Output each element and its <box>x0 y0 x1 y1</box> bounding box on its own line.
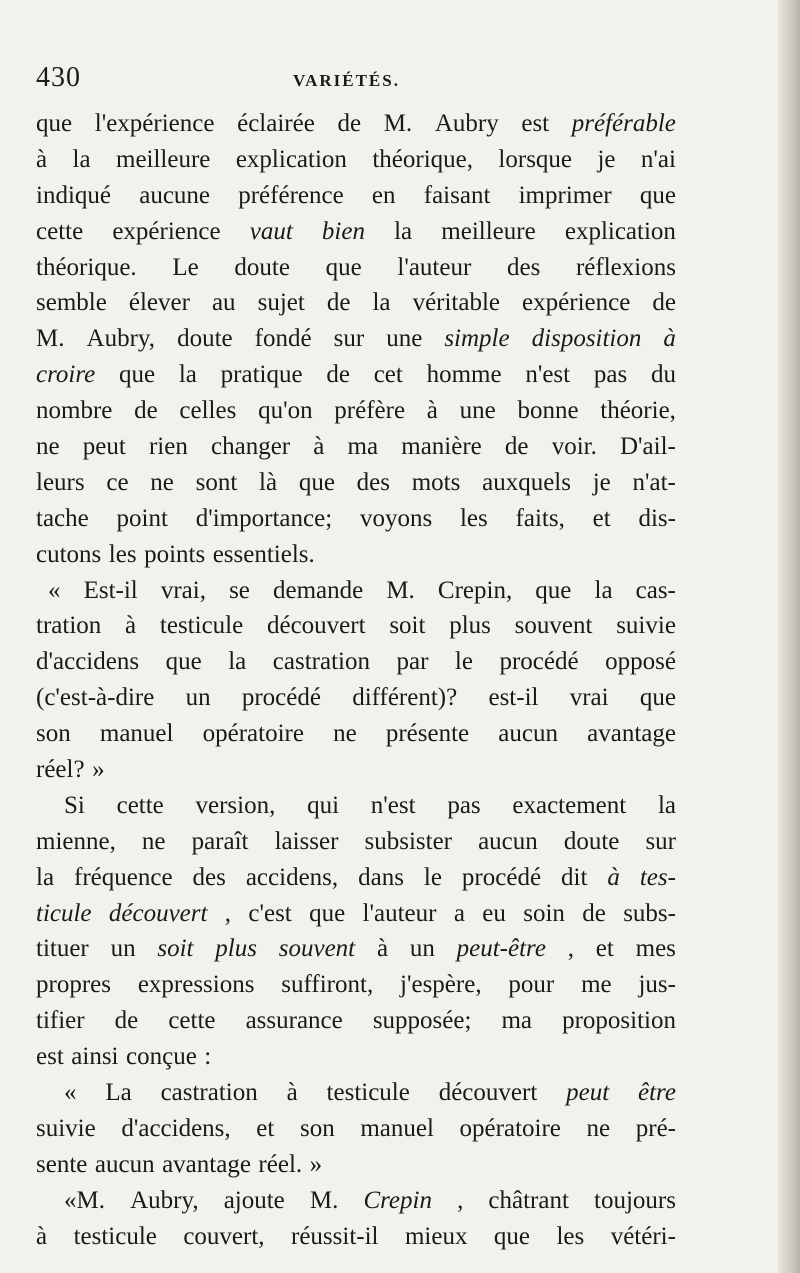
word: de <box>326 289 351 317</box>
running-title: VARIÉTÉS. <box>293 71 400 90</box>
italic-word: Crepin <box>363 1186 432 1214</box>
word: procédé <box>461 863 542 891</box>
word: ainsi <box>71 1043 119 1071</box>
word: manière <box>401 433 482 461</box>
word: préfère <box>334 397 406 425</box>
word: que <box>165 648 202 676</box>
word: laisser <box>274 827 339 855</box>
word: cas- <box>635 576 676 604</box>
word: paraît <box>191 827 249 855</box>
word: procédé <box>499 648 579 676</box>
word: une <box>459 397 496 425</box>
word: le <box>454 648 473 676</box>
word: cette <box>116 791 164 819</box>
word: propres <box>36 971 111 999</box>
word: je <box>597 145 616 173</box>
word: par <box>396 648 429 676</box>
word: se <box>229 576 250 604</box>
word: c'est <box>248 899 292 927</box>
word: toujours <box>594 1186 676 1214</box>
word: la <box>178 361 197 389</box>
word: explication <box>235 145 347 173</box>
word: ma <box>347 433 379 461</box>
word: je <box>592 468 611 496</box>
word: de <box>337 110 362 137</box>
word: Aubry, <box>86 325 156 353</box>
text-line <box>36 1111 676 1147</box>
word: a <box>453 899 465 927</box>
word: castration <box>160 1079 258 1107</box>
word: avantage <box>162 1150 251 1178</box>
word: ne <box>141 827 166 855</box>
word: que <box>639 181 676 209</box>
word: point <box>116 504 168 532</box>
word: d'accidens, <box>121 1114 231 1142</box>
text-line <box>36 106 676 142</box>
word: dans <box>358 863 404 891</box>
word: testicule <box>159 612 244 640</box>
word: meilleure <box>116 145 211 173</box>
text-line <box>36 1219 676 1255</box>
word: ne <box>333 720 357 748</box>
italic-word: bien <box>321 217 365 245</box>
word: pas <box>447 791 481 819</box>
italic-word: ticule <box>36 899 92 927</box>
word: à <box>36 1222 48 1250</box>
word: vétéri- <box>610 1222 676 1250</box>
word: meilleure <box>441 217 536 245</box>
word: la <box>228 648 247 676</box>
word: de <box>652 289 676 317</box>
word: » <box>309 1150 323 1178</box>
word: tituer <box>36 935 89 963</box>
word: de <box>582 899 606 927</box>
running-head <box>36 62 676 102</box>
word: suffiront, <box>281 971 374 999</box>
word: lorsque <box>498 145 573 173</box>
word: que <box>298 468 335 496</box>
word: n'at- <box>632 468 676 496</box>
italic-word: peut-être <box>456 935 546 963</box>
word: castration <box>272 648 370 676</box>
word: assurance <box>245 1007 343 1035</box>
word: leurs <box>36 468 85 496</box>
word: version, <box>195 791 276 819</box>
word: la <box>72 145 91 173</box>
word: à <box>426 397 438 425</box>
word: mots <box>411 468 461 496</box>
word: doute <box>177 325 233 353</box>
word: n'est <box>370 791 416 819</box>
text-line <box>36 931 676 967</box>
word: , <box>567 935 574 963</box>
word: en <box>371 181 396 209</box>
word: sur <box>333 325 365 353</box>
word: , <box>224 899 232 927</box>
word: me <box>581 971 612 999</box>
word: couvert, <box>183 1222 265 1250</box>
word: homme <box>426 361 502 389</box>
word: : <box>204 1043 212 1071</box>
word: imprimer <box>518 181 612 209</box>
word: que <box>119 361 156 389</box>
word: opératoire <box>459 1114 561 1142</box>
text-line <box>36 896 676 932</box>
word: soin <box>523 899 565 927</box>
word: pas <box>593 361 628 389</box>
word: fondé <box>254 325 312 353</box>
italic-word: plus <box>215 935 257 963</box>
word: rien <box>148 433 188 461</box>
word: Si <box>64 791 85 819</box>
word: sujet <box>257 289 305 317</box>
word: Crepin, <box>437 576 513 604</box>
italic-word: tes- <box>639 863 676 891</box>
word: aucun <box>498 720 558 748</box>
word: pratique <box>220 361 303 389</box>
word: peut <box>82 433 126 461</box>
body-text <box>36 106 676 1255</box>
word: tache <box>36 504 89 532</box>
word: , <box>457 1186 464 1214</box>
word: eu <box>482 899 506 927</box>
word: que <box>535 576 572 604</box>
word: Aubry <box>434 110 499 137</box>
word: mieux <box>404 1222 468 1250</box>
word: expérience <box>522 289 631 317</box>
text-line <box>36 1183 676 1219</box>
word: sont <box>195 468 238 496</box>
word: à <box>125 612 137 640</box>
text-line <box>36 1075 676 1111</box>
text-line <box>36 142 676 178</box>
word: pré- <box>635 1114 676 1142</box>
word: Est-il <box>83 576 138 604</box>
text-line <box>36 285 676 321</box>
word: celles <box>179 397 237 425</box>
word: aucun <box>478 827 538 855</box>
word: d'importance; <box>195 504 333 532</box>
word: demande <box>273 576 364 604</box>
word: le <box>423 863 442 891</box>
word: mes <box>635 935 676 963</box>
text-line <box>36 573 676 609</box>
word: essentiels. <box>212 540 315 568</box>
word: est-il <box>488 684 539 712</box>
word: ce <box>106 468 129 496</box>
word: de <box>504 433 529 461</box>
word: voyons <box>359 504 433 532</box>
word: ne <box>150 468 174 496</box>
text-line <box>36 967 676 1003</box>
word: qu'on <box>258 397 313 425</box>
word: D'ail- <box>620 433 676 461</box>
italic-word: à <box>663 325 676 353</box>
word: découvert <box>266 612 366 640</box>
word: faisant <box>423 181 491 209</box>
word: points <box>144 540 206 568</box>
word: expérience <box>112 217 221 245</box>
italic-word: peut <box>566 1079 610 1107</box>
word: à <box>36 145 48 173</box>
word: et <box>256 1114 275 1142</box>
word: M. <box>383 110 413 137</box>
word: qui <box>307 791 340 819</box>
word: d'accidens <box>36 648 140 676</box>
text-line <box>36 860 676 896</box>
text-line <box>36 214 676 250</box>
word: subs- <box>623 899 676 927</box>
word: que <box>493 1222 531 1250</box>
italic-word: vaut <box>249 217 293 245</box>
word: La <box>105 1079 132 1107</box>
word: indiqué <box>36 181 111 209</box>
italic-word: souvent <box>278 935 356 963</box>
word: à <box>376 935 389 963</box>
word: réel? <box>36 756 85 784</box>
word: soit <box>389 612 426 640</box>
text-line <box>36 680 676 716</box>
word: opératoire <box>202 720 304 748</box>
word: testicule <box>326 1079 410 1107</box>
word: n'est <box>525 361 571 389</box>
word: des <box>506 253 541 281</box>
word: changer <box>211 433 291 461</box>
word: à <box>313 433 325 461</box>
word: Aubry, <box>130 1186 199 1214</box>
word: son <box>36 720 71 748</box>
word: n'ai <box>640 145 676 173</box>
word: les <box>459 504 488 532</box>
word: M. <box>36 325 65 353</box>
word: opposé <box>605 648 676 676</box>
italic-word: préférable <box>571 110 676 137</box>
italic-word: soit <box>157 935 194 963</box>
word: sente <box>36 1150 88 1178</box>
word: que <box>309 899 346 927</box>
text-line <box>36 788 676 824</box>
book-page <box>36 62 676 1255</box>
word: et <box>595 935 614 963</box>
word: nombre <box>36 397 113 425</box>
word: exactement <box>512 791 627 819</box>
italic-word: découvert <box>108 899 208 927</box>
word: suivie <box>616 612 676 640</box>
word: cutons <box>36 540 102 568</box>
word: dis- <box>638 504 676 532</box>
word: suivie <box>36 1114 96 1142</box>
text-line <box>36 752 676 788</box>
word: pour <box>508 971 555 999</box>
word: du <box>650 361 676 389</box>
word: la <box>657 791 676 819</box>
word: conçue <box>126 1043 197 1071</box>
italic-word: être <box>638 1079 676 1107</box>
word: tifier <box>36 1007 85 1035</box>
word: que <box>639 684 676 712</box>
word: aucun <box>94 1150 155 1178</box>
word: théorie, <box>600 397 676 425</box>
word: manuel <box>99 720 174 748</box>
word: est <box>36 1043 64 1071</box>
word: préférence <box>238 181 344 209</box>
text-line <box>36 393 676 429</box>
text-line <box>36 716 676 752</box>
text-line <box>36 644 676 680</box>
word: ne <box>36 433 60 461</box>
word: de <box>134 397 158 425</box>
word: les <box>556 1222 585 1250</box>
word: l'auteur <box>362 899 437 927</box>
word: véritable <box>412 289 501 317</box>
word: jus- <box>638 971 676 999</box>
word: Le <box>172 253 199 281</box>
text-line <box>36 357 676 393</box>
text-line <box>36 1147 676 1183</box>
word: et <box>592 504 611 532</box>
word: vrai, <box>160 576 206 604</box>
word: une <box>386 325 423 353</box>
text-line <box>36 429 676 465</box>
word: bonne <box>517 397 579 425</box>
page-number: 430 <box>36 62 81 93</box>
word: ne <box>586 1114 611 1142</box>
word: théorique, <box>372 145 473 173</box>
word: l'auteur <box>397 253 472 281</box>
text-line <box>36 1003 676 1039</box>
word: cette <box>36 217 84 245</box>
text-line <box>36 608 676 644</box>
word: la <box>394 217 413 245</box>
word: les <box>108 540 137 568</box>
word: voir. <box>551 433 597 461</box>
word: là <box>259 468 278 496</box>
word: accidens, <box>245 863 339 891</box>
word: théorique. <box>36 253 137 281</box>
italic-word: simple <box>444 325 510 353</box>
text-line <box>36 1039 676 1075</box>
word: réflexions <box>575 253 676 281</box>
word: « <box>64 1079 77 1107</box>
word: dit <box>561 863 588 891</box>
page-edge-shadow <box>778 0 800 1273</box>
word: doute <box>563 827 620 855</box>
word: la <box>36 863 55 891</box>
word: que <box>325 253 362 281</box>
word: M. <box>309 1186 339 1214</box>
italic-word: croire <box>36 361 96 389</box>
word: « <box>48 576 61 604</box>
word: un <box>185 684 211 712</box>
word: réel. <box>258 1150 303 1178</box>
word: procédé <box>241 684 321 712</box>
word: sur <box>645 827 676 855</box>
word: son <box>299 1114 335 1142</box>
word: manuel <box>360 1114 434 1142</box>
word: des <box>356 468 390 496</box>
word: un <box>409 935 435 963</box>
italic-word: à <box>607 863 620 891</box>
word: cette <box>168 1007 216 1035</box>
word: des <box>192 863 226 891</box>
word: plus <box>449 612 491 640</box>
word: tration <box>36 612 102 640</box>
text-line <box>36 501 676 537</box>
word: testicule <box>73 1222 157 1250</box>
word: avantage <box>587 720 676 748</box>
word: explication <box>564 217 676 245</box>
word: présente <box>385 720 470 748</box>
text-line <box>36 537 676 573</box>
word: doute <box>234 253 290 281</box>
word: châtrant <box>488 1186 569 1214</box>
word: proposition <box>562 1007 676 1035</box>
word: faits, <box>515 504 565 532</box>
word: ajoute <box>223 1186 285 1214</box>
word: fréquence <box>74 863 173 891</box>
text-line <box>36 321 676 357</box>
word: j'espère, <box>400 971 482 999</box>
word: de <box>114 1007 139 1035</box>
text-line <box>36 824 676 860</box>
word: souvent <box>514 612 593 640</box>
word: découvert <box>438 1079 538 1107</box>
text-line <box>36 178 676 214</box>
word: la <box>372 289 391 317</box>
word: l'expérience <box>94 110 215 137</box>
word: supposée; <box>372 1007 472 1035</box>
word: élever <box>128 289 190 317</box>
word: éclairée <box>237 110 315 137</box>
word: M. <box>386 576 415 604</box>
word: cet <box>373 361 403 389</box>
italic-word: disposition <box>531 325 642 353</box>
word: » <box>92 756 105 784</box>
word: réussit-il <box>291 1222 379 1250</box>
word: un <box>110 935 136 963</box>
word: mienne, <box>36 827 116 855</box>
word: ma <box>501 1007 533 1035</box>
word: semble <box>36 289 107 317</box>
word: «M. <box>64 1186 105 1214</box>
word: différent)? <box>352 684 458 712</box>
word: auxquels <box>482 468 571 496</box>
word: au <box>211 289 236 317</box>
word: expressions <box>137 971 255 999</box>
word: à <box>286 1079 298 1107</box>
word: est <box>521 110 550 137</box>
word: vrai <box>569 684 609 712</box>
word: que <box>36 110 73 137</box>
text-line <box>36 465 676 501</box>
word: subsister <box>364 827 452 855</box>
text-line <box>36 250 676 286</box>
word: (c'est-à-dire <box>36 684 155 712</box>
word: aucune <box>139 181 211 209</box>
word: de <box>326 361 350 389</box>
word: la <box>594 576 613 604</box>
